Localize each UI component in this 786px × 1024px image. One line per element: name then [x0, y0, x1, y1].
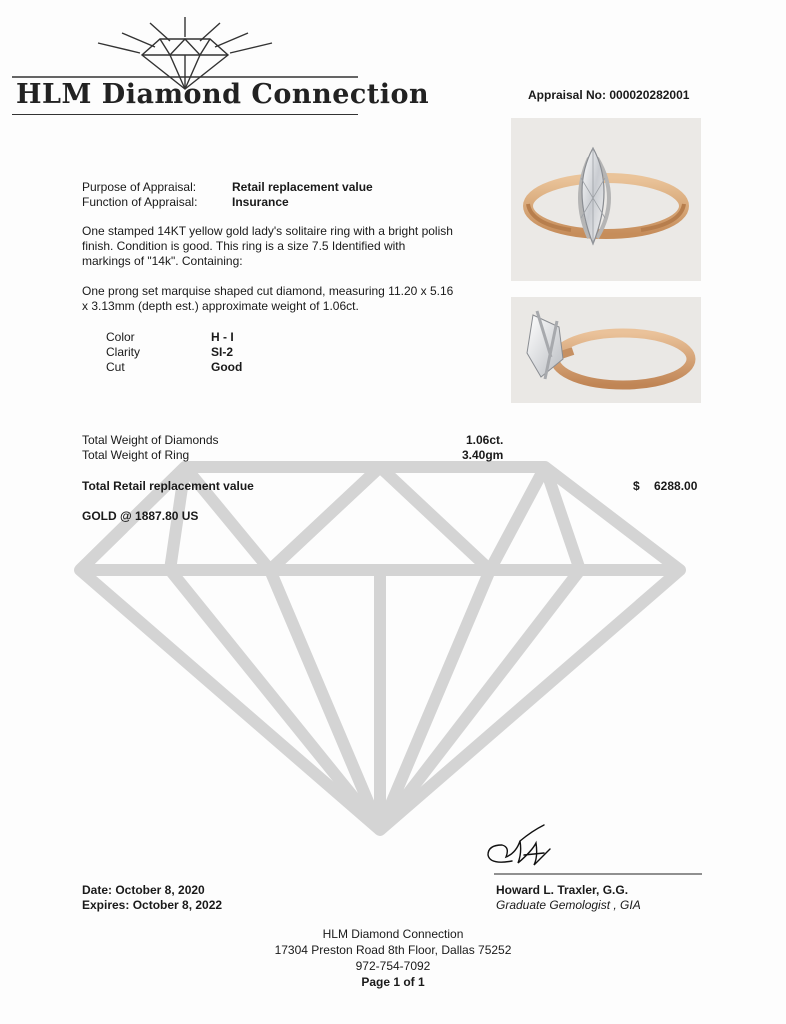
purpose-label: Purpose of Appraisal: [82, 180, 197, 194]
signature [480, 823, 705, 878]
page-number: Page 1 of 1 [361, 975, 425, 989]
function-label: Function of Appraisal: [82, 195, 198, 209]
total-retail-value: 6288.00 [654, 479, 698, 493]
total-ring-weight-label: Total Weight of Ring [82, 448, 190, 462]
ring-photo-top [511, 118, 701, 281]
ring-top-illustration [511, 118, 701, 281]
grade-color-value: H - I [211, 330, 234, 344]
footer-company: HLM Diamond Connection [322, 927, 464, 941]
logo [10, 15, 430, 120]
purpose-value: Retail replacement value [232, 180, 373, 194]
appraisal-number: Appraisal No: 000020282001 [528, 88, 690, 102]
function-value: Insurance [232, 195, 289, 209]
appraisal-date: Date: October 8, 2020 [82, 883, 205, 897]
ring-photo-side [511, 297, 701, 403]
ring-description: One stamped 14KT yellow gold lady's solitaire ring with a bright polish finish. Condition is good. This ring is a size 7.5 Identified with markings of "14k". Containing: [82, 224, 453, 268]
diamond-description: One prong set marquise shaped cut diamond, measuring 11.20 x 5.16 x 3.13mm (depth est.) approximate weight of 1.06ct. [82, 284, 454, 313]
expiration-date: Expires: October 8, 2022 [82, 898, 223, 912]
logo-text: HLM Diamond Connection [16, 79, 430, 110]
total-diamond-weight-value: 1.06ct. [466, 433, 504, 447]
signer-name: Howard L. Traxler, G.G. [496, 883, 629, 897]
grade-clarity-label: Clarity [106, 345, 141, 359]
grade-color-label: Color [106, 330, 135, 344]
total-diamond-weight-label: Total Weight of Diamonds [82, 433, 219, 447]
signer-title: Graduate Gemologist , GIA [496, 898, 641, 912]
total-ring-weight-value: 3.40gm [462, 448, 504, 462]
grade-cut-value: Good [211, 360, 243, 374]
footer-phone: 972-754-7092 [355, 959, 431, 973]
gold-price: GOLD @ 1887.80 US [82, 509, 199, 523]
ring-side-illustration [511, 297, 701, 403]
logo-underline [12, 114, 358, 115]
currency-symbol: $ [633, 479, 640, 493]
grade-clarity-value: SI-2 [211, 345, 234, 359]
grade-cut-label: Cut [106, 360, 125, 374]
footer-address: 17304 Preston Road 8th Floor, Dallas 75252 [274, 943, 512, 957]
total-retail-label: Total Retail replacement value [82, 479, 254, 493]
